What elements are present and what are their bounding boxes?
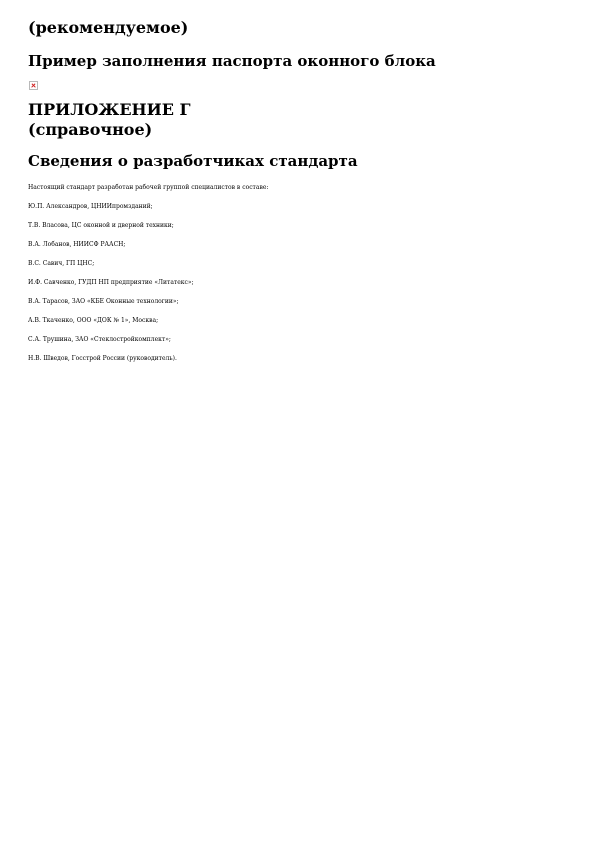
developer-item: Н.В. Шведов, Госстрой России (руководитель). xyxy=(28,355,177,362)
developer-item: С.А. Трушина, ЗАО «Стеклостройкомплект»; xyxy=(28,336,171,343)
developer-item: И.Ф. Савченко, ГУДП НП предприятие «Литатекс»; xyxy=(28,279,194,286)
developers-list xyxy=(28,203,568,363)
appendix-title: ПРИЛОЖЕНИЕ Г xyxy=(28,100,191,119)
broken-image-icon[interactable] xyxy=(29,81,38,90)
developer-item: В.С. Савич, ГП ЦНС; xyxy=(28,260,95,267)
developers-title: Сведения о разработчиках стандарта xyxy=(28,152,358,170)
developer-item: Ю.П. Александров, ЦНИИпромзданий; xyxy=(28,203,153,210)
developer-item: В.А. Тарасов, ЗАО «КБЕ Оконные технологии»; xyxy=(28,298,179,305)
example-title: Пример заполнения паспорта оконного блока xyxy=(28,52,436,70)
appendix-subtitle: (справочное) xyxy=(28,120,153,139)
developer-item: Т.В. Власова, ЦС оконной и дверной техники; xyxy=(28,222,174,229)
developer-item: В.А. Лобанов, НИИСФ РААСН; xyxy=(28,241,126,248)
developer-item: А.В. Ткаченко, ООО «ДОК № 1», Москва; xyxy=(28,317,159,324)
document-page xyxy=(28,18,568,363)
image-container xyxy=(28,71,568,94)
recommended-label: (рекомендуемое) xyxy=(28,18,189,37)
intro-paragraph: Настоящий стандарт разработан рабочей группой специалистов в составе: xyxy=(28,184,269,191)
